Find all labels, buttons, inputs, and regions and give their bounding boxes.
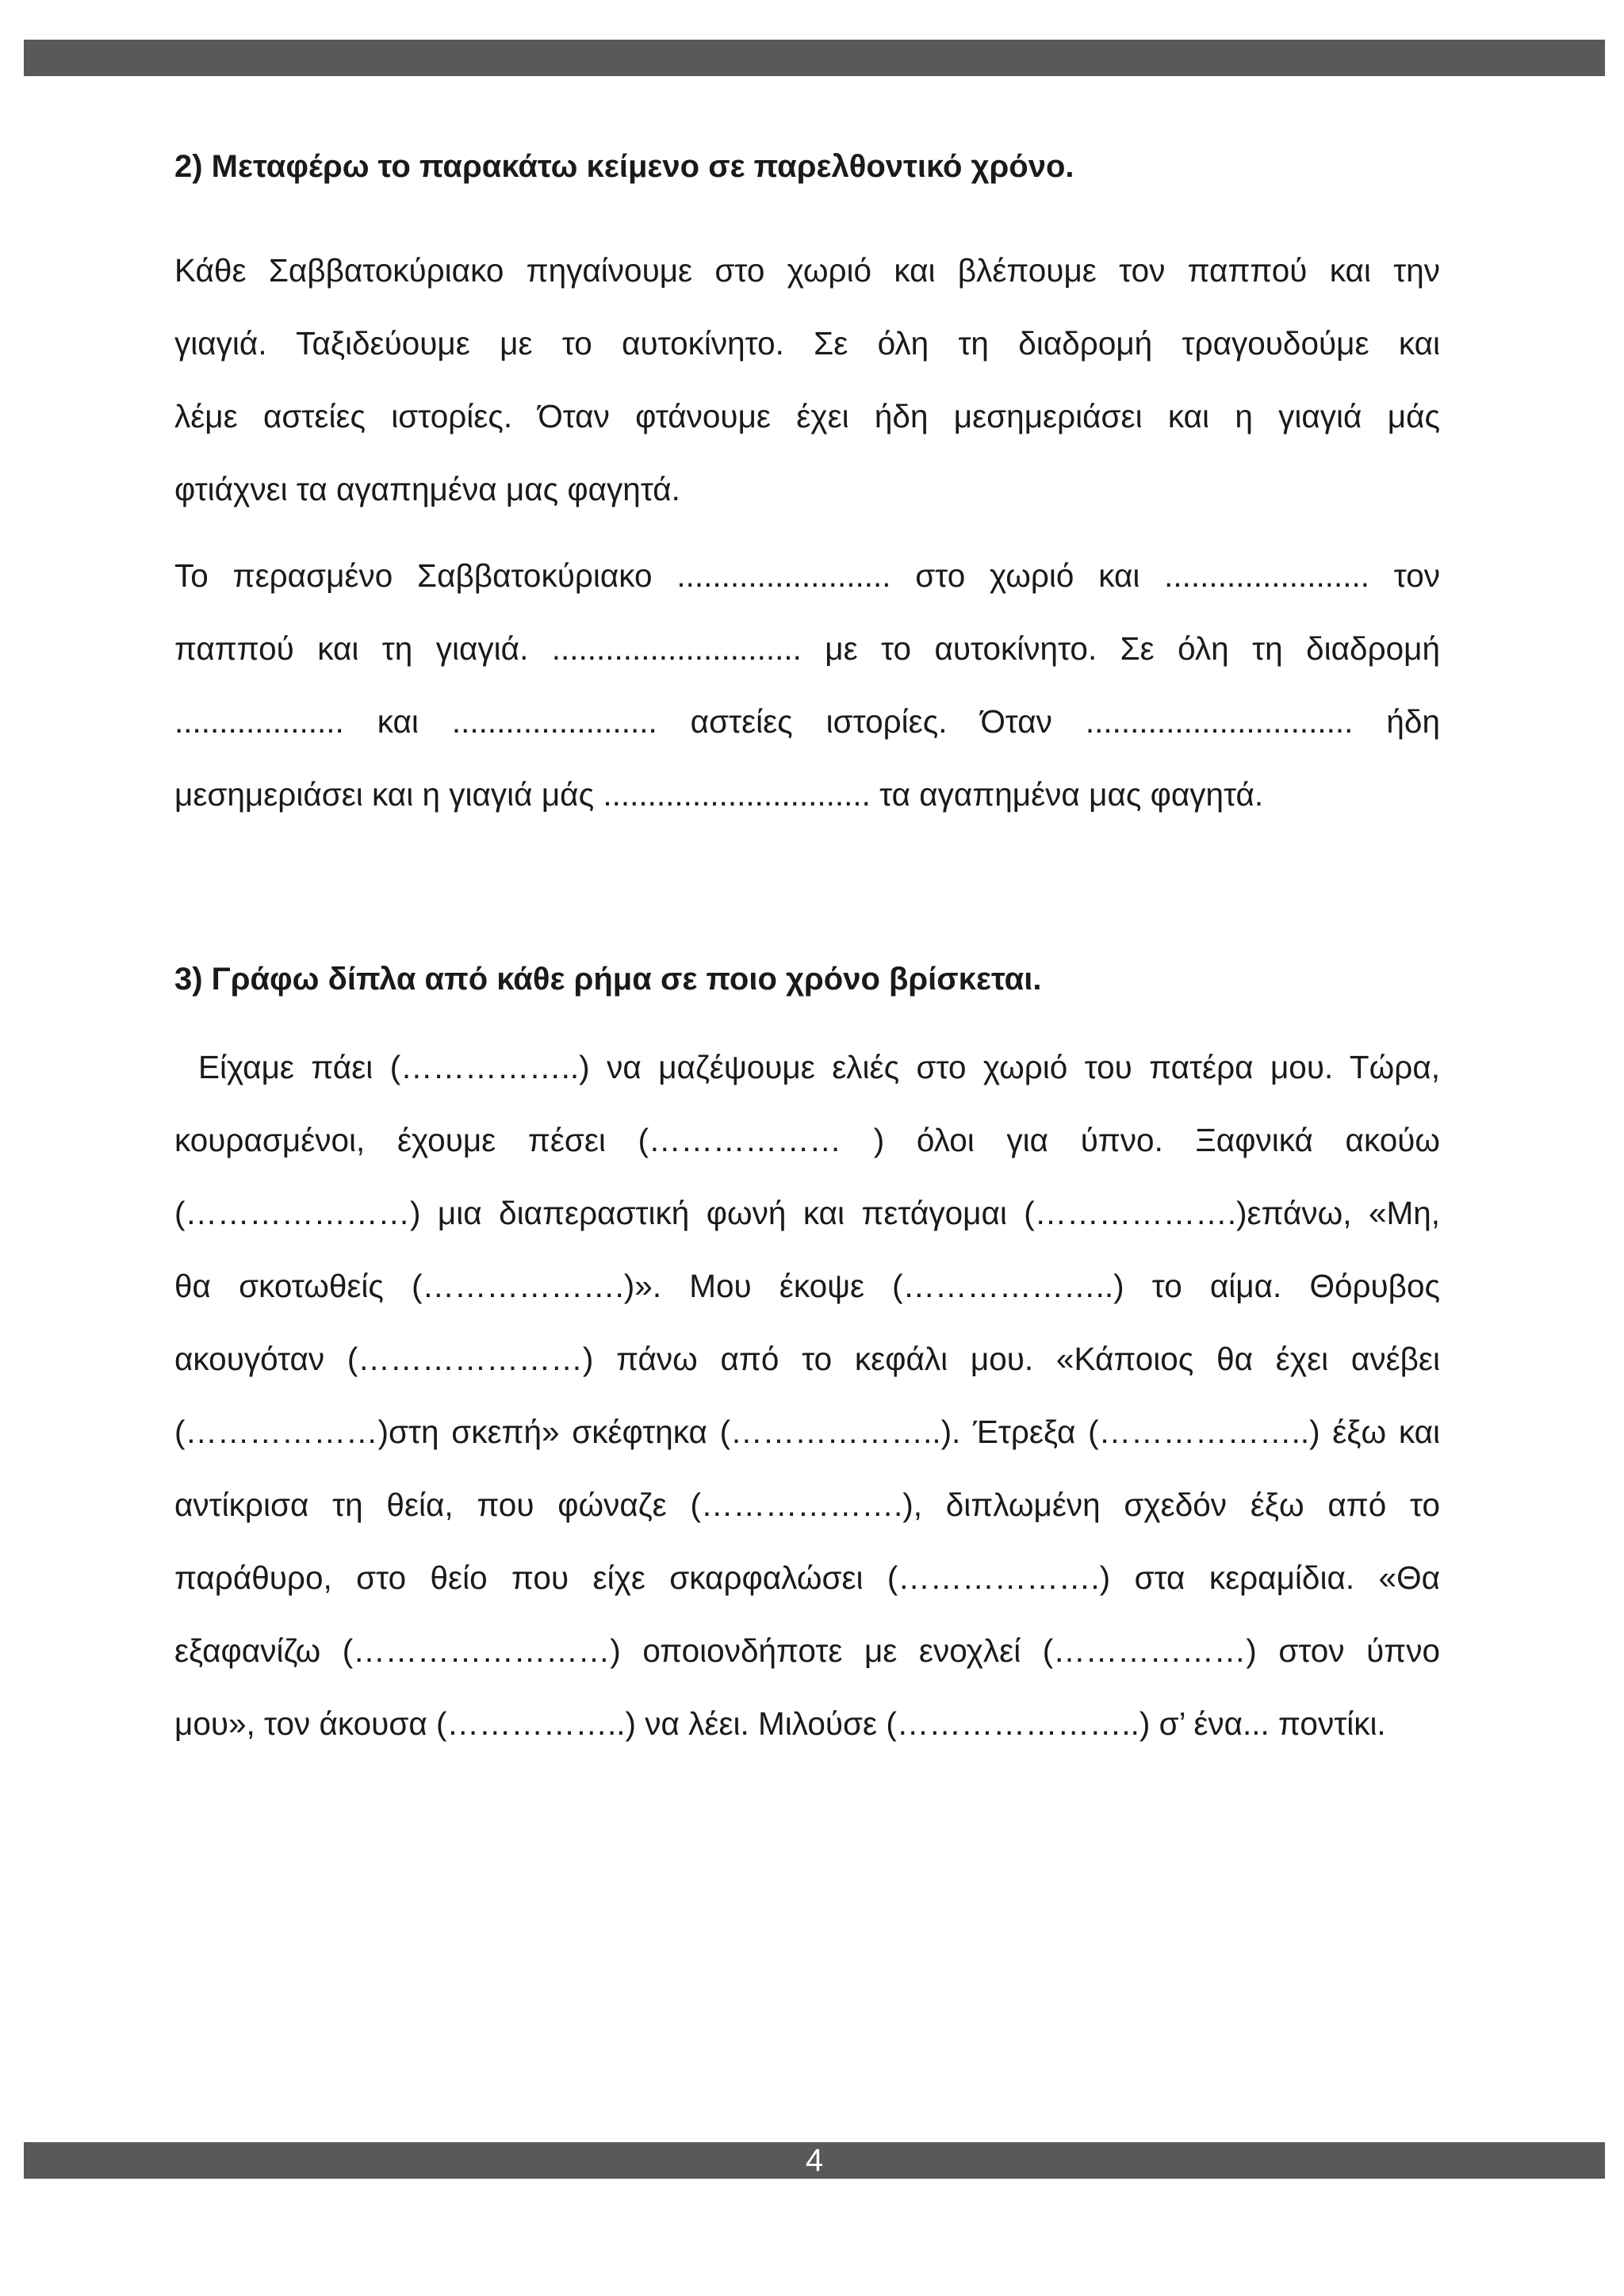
text-line: φτιάχνει τα αγαπημένα μας φαγητά. bbox=[174, 471, 680, 507]
exercise-2-fill-in-text bbox=[174, 539, 1440, 831]
text-line: εξαφανίζω (……………………) οποιονδήποτε με ενοχλεί (………………) στον ύπνο bbox=[174, 1632, 1440, 1669]
text-line: Κάθε Σαββατοκύριακο πηγαίνουμε στο χωριό και βλέπουμε τον παππού και την bbox=[174, 252, 1440, 289]
fill-line: μεσημεριάσει και η γιαγιά μάς .............................. τα αγαπημένα μας φαγητά. bbox=[174, 776, 1264, 813]
header-bar bbox=[24, 40, 1605, 76]
text-line: μου», τον άκουσα (……………..) να λέει. Μιλούσε (…………………..) σ’ ένα... ποντίκι. bbox=[174, 1705, 1386, 1742]
fill-line: παππού και τη γιαγιά. ............................ με το αυτοκίνητο. Σε όλη τη διαδρομή bbox=[174, 630, 1440, 667]
exercise-2-text bbox=[174, 234, 1440, 526]
fill-line: Το περασμένο Σαββατοκύριακο ........................ στο χωριό και ....................... τον bbox=[174, 557, 1440, 594]
exercise-2-heading: 2) Μεταφέρω το παρακάτω κείμενο σε παρελθοντικό χρόνο. bbox=[174, 149, 1074, 184]
text-line: αντίκρισα τη θεία, που φώναζε (……………….), διπλωμένη σχεδόν έξω από το bbox=[174, 1487, 1440, 1523]
fill-line: ................... και ....................... αστείες ιστορίες. Όταν .............................. ήδη bbox=[174, 703, 1440, 740]
footer-bar bbox=[24, 2142, 1605, 2179]
text-line: γιαγιά. Ταξιδεύουμε με το αυτοκίνητο. Σε όλη τη διαδρομή τραγουδούμε και bbox=[174, 325, 1440, 362]
text-line: λέμε αστείες ιστορίες. Όταν φτάνουμε έχει ήδη μεσημεριάσει και η γιαγιά μάς bbox=[174, 398, 1440, 434]
text-line: παράθυρο, στο θείο που είχε σκαρφαλώσει (……………….) στα κεραμίδια. «Θα bbox=[174, 1559, 1440, 1596]
page-number: 4 bbox=[805, 2143, 824, 2178]
text-line: κουρασμένοι, έχουμε πέσει (……………… ) όλοι για ύπνο. Ξαφνικά ακούω bbox=[174, 1122, 1440, 1158]
text-line: (………………)στη σκεπή» σκέφτηκα (………………..). Έτρεξα (………………..) έξω και bbox=[174, 1414, 1440, 1450]
text-line: Είχαμε πάει (……………..) να μαζέψουμε ελιές στο χωριό του πατέρα μου. Τώρα, bbox=[198, 1049, 1440, 1085]
text-line: ακουγόταν (…………………) πάνω από το κεφάλι μου. «Κάποιος θα έχει ανέβει bbox=[174, 1341, 1440, 1377]
exercise-3-text bbox=[174, 1031, 1440, 1760]
text-line: θα σκοτωθείς (……………….)». Μου έκοψε (………………..) το αίμα. Θόρυβος bbox=[174, 1268, 1440, 1304]
text-line: (…………………) μια διαπεραστική φωνή και πετάγομαι (……………….)επάνω, «Μη, bbox=[174, 1195, 1440, 1231]
exercise-3-heading: 3) Γράφω δίπλα από κάθε ρήμα σε ποιο χρόνο βρίσκεται. bbox=[174, 962, 1042, 997]
